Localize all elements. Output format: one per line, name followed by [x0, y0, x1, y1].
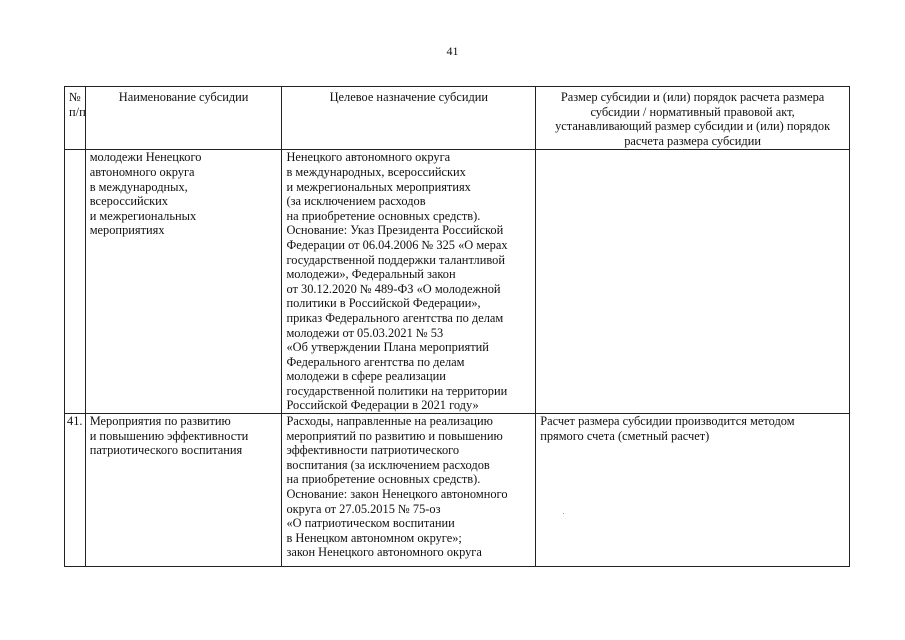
subsidy-amount-cell	[536, 150, 850, 414]
text-line: Наименование субсидии	[118, 90, 249, 104]
text-line: государственной политики на территории	[286, 383, 508, 398]
subsidy-purpose-cell	[282, 414, 536, 567]
text-line: Мероприятия по развитию	[89, 414, 231, 429]
text-line: мероприятиях	[89, 223, 165, 238]
text-line: прямого счета (сметный расчет)	[540, 428, 710, 443]
table-row	[65, 414, 850, 567]
row-number: 41.	[65, 414, 86, 567]
text-line: №	[69, 90, 81, 104]
text-line: «О патриотическом воспитании	[286, 516, 455, 531]
text-line: Расчет размера субсидии производится методом	[540, 414, 795, 429]
text-line: и межрегиональных мероприятиях	[286, 179, 471, 194]
text-line: приказ Федерального агентства по делам	[286, 310, 504, 325]
page-number: 41	[446, 44, 459, 58]
text-line: Размер субсидии и (или) порядок расчета размера	[560, 90, 825, 104]
text-line: молодежи Ненецкого	[89, 150, 202, 165]
text-line: субсидии / нормативный правовой акт,	[590, 104, 795, 119]
text-line: в международных, всероссийских	[286, 164, 466, 179]
row-number	[65, 150, 86, 414]
text-line: на приобретение основных средств).	[286, 472, 481, 487]
text-line: устанавливающий размер субсидии и (или) порядок	[555, 119, 831, 134]
text-line: воспитания (за исключением расходов	[286, 457, 490, 472]
text-line: закон Ненецкого автономного округа	[286, 545, 482, 560]
text-line: Расходы, направленные на реализацию	[286, 414, 493, 429]
text-line: Основание: Указ Президента Российской	[286, 223, 504, 238]
text-line: Ненецкого автономного округа	[286, 150, 451, 165]
table-row	[65, 150, 850, 414]
text-line: политики в Российской Федерации»,	[286, 296, 481, 311]
text-line: округа от 27.05.2015 № 75-оз	[286, 501, 441, 516]
header-number	[65, 87, 86, 150]
text-line: (за исключением расходов	[286, 194, 426, 209]
text-line: автономного округа	[89, 164, 195, 179]
text-line: молодежи», Федеральный закон	[286, 267, 456, 282]
text-line: всероссийских	[89, 194, 168, 209]
text-line: Целевое назначение субсидии	[329, 90, 489, 104]
text-line: мероприятий по развитию и повышению	[286, 428, 503, 443]
text-line: Основание: закон Ненецкого автономного	[286, 487, 508, 502]
subsidy-table	[64, 86, 850, 567]
text-line: и межрегиональных	[89, 208, 197, 223]
text-line: п/п	[69, 104, 86, 119]
text-line: Федерального агентства по делам	[286, 354, 465, 369]
text-line: молодежи от 05.03.2021 № 53	[286, 325, 444, 340]
text-line: эффективности патриотического	[286, 443, 460, 458]
text-line: от 30.12.2020 № 489-ФЗ «О молодежной	[286, 281, 501, 296]
header-subsidy-name	[85, 87, 282, 150]
text-line: патриотического воспитания	[89, 443, 243, 458]
scan-speck	[563, 513, 564, 514]
text-line: в Ненецком автономном округе»;	[286, 530, 462, 545]
table-header-row	[65, 87, 850, 150]
header-subsidy-purpose	[282, 87, 536, 150]
subsidy-name-cell	[85, 150, 282, 414]
header-subsidy-amount	[536, 87, 850, 150]
text-line: Российской Федерации в 2021 году»	[286, 398, 479, 413]
text-line: и повышению эффективности	[89, 428, 249, 443]
subsidy-name-cell	[85, 414, 282, 567]
text-line: «Об утверждении Плана мероприятий	[286, 340, 489, 355]
text-line: на приобретение основных средств).	[286, 208, 481, 223]
text-line: государственной поддержки талантливой	[286, 252, 505, 267]
text-line: в международных,	[89, 179, 188, 194]
text-line: расчета размера субсидии	[624, 133, 761, 148]
subsidy-amount-cell	[536, 414, 850, 567]
subsidy-purpose-cell	[282, 150, 536, 414]
text-line: Федерации от 06.04.2006 № 325 «О мерах	[286, 237, 508, 252]
text-line: молодежи в сфере реализации	[286, 369, 446, 384]
